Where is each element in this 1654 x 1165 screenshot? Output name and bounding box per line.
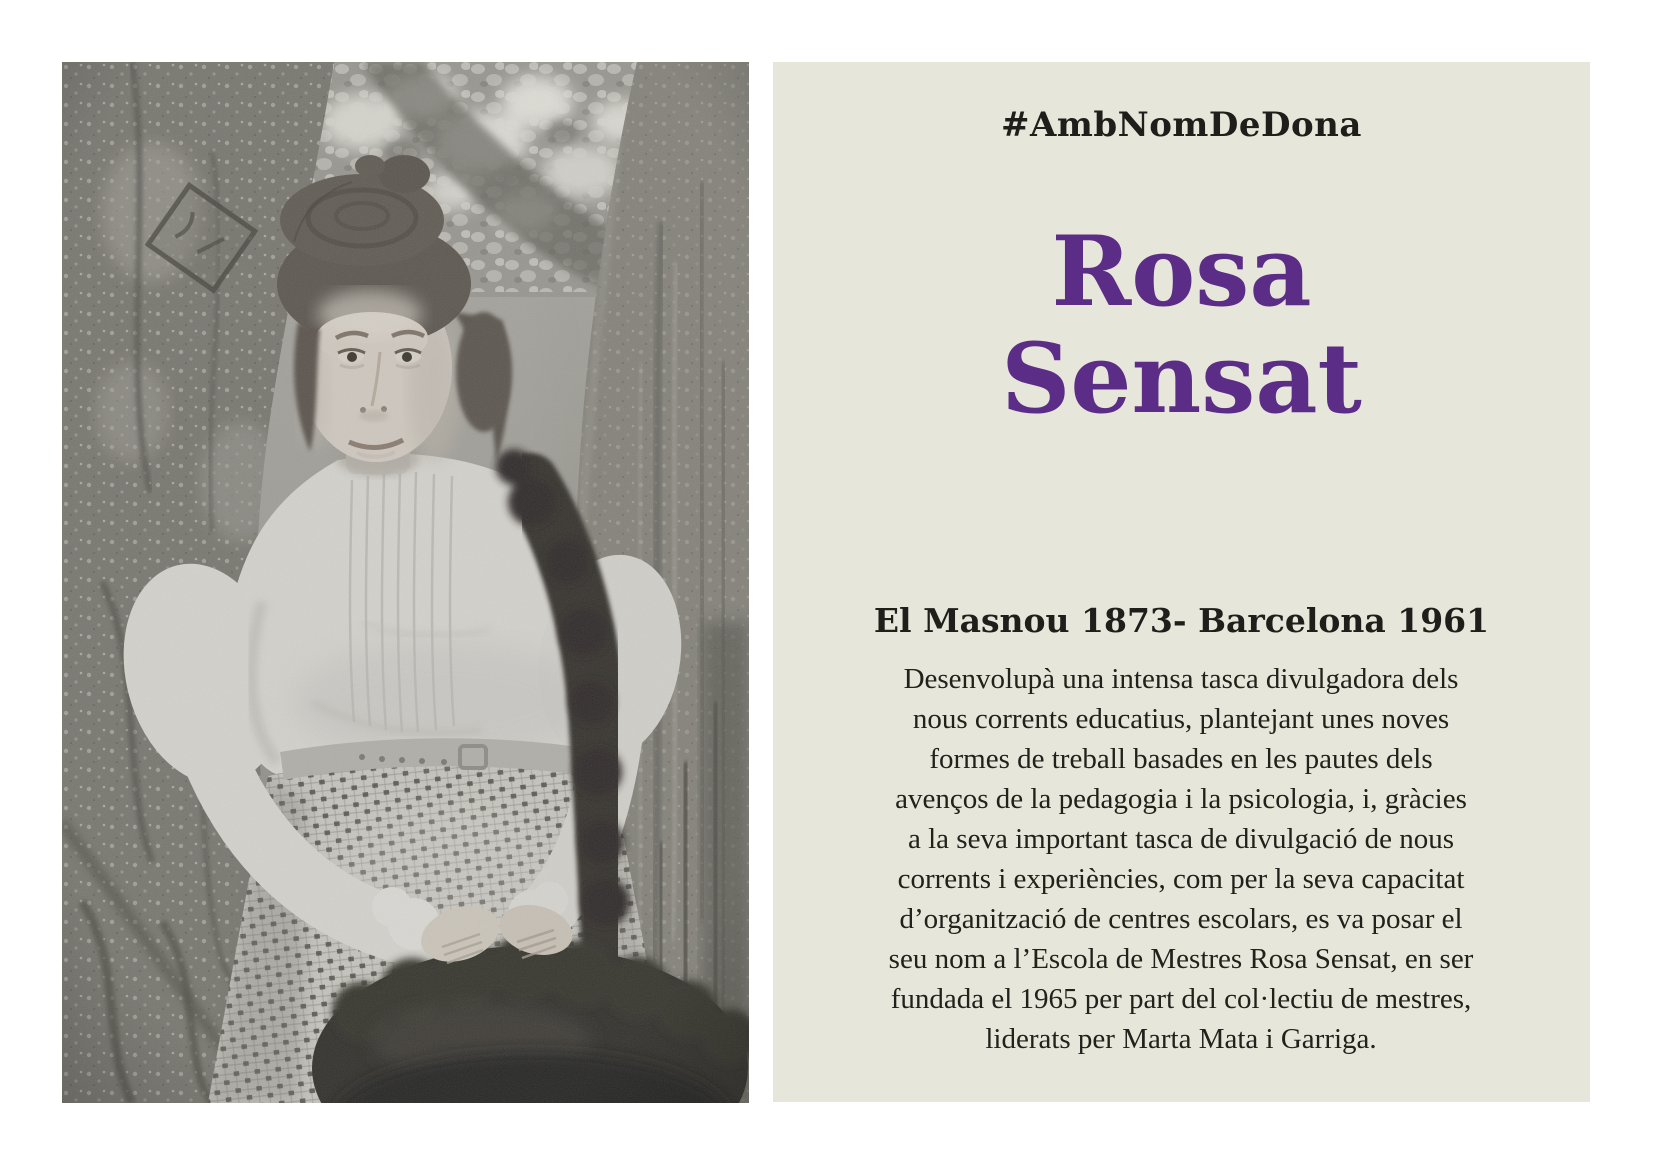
biography-text — [831, 659, 1531, 1059]
biography-line: Desenvolupà una intensa tasca divulgadora dels — [903, 663, 1459, 695]
hashtag: #AmbNomDeDona — [1001, 105, 1362, 145]
biography-line: nous corrents educatius, plantejant unes noves — [912, 703, 1450, 735]
portrait-photo-illustration — [62, 62, 749, 1103]
biography-line: fundada el 1965 per part del col·lectiu de mestres, — [890, 983, 1472, 1015]
biography-line: formes de treball basades en les pautes dels — [929, 743, 1433, 775]
info-panel — [773, 62, 1590, 1102]
biography-line: d’organització de centres escolars, es va posar el — [899, 903, 1463, 935]
title-line-2: Sensat — [1001, 322, 1362, 435]
biography-line: avenços de la pedagogia i la psicologia, i, gràcies — [895, 783, 1467, 815]
title-line-1: Rosa — [1051, 215, 1312, 328]
portrait-photo — [62, 62, 749, 1103]
biography-line: a la seva important tasca de divulgació de nous — [908, 823, 1454, 855]
biography-line: seu nom a l’Escola de Mestres Rosa Sensat, en ser — [888, 943, 1474, 975]
biography-line: corrents i experiències, com per la seva capacitat — [897, 863, 1465, 895]
life-dates: El Masnou 1873- Barcelona 1961 — [873, 601, 1490, 640]
biography-line: liderats per Marta Mata i Garriga. — [985, 1023, 1377, 1055]
person-name-title — [773, 215, 1590, 435]
